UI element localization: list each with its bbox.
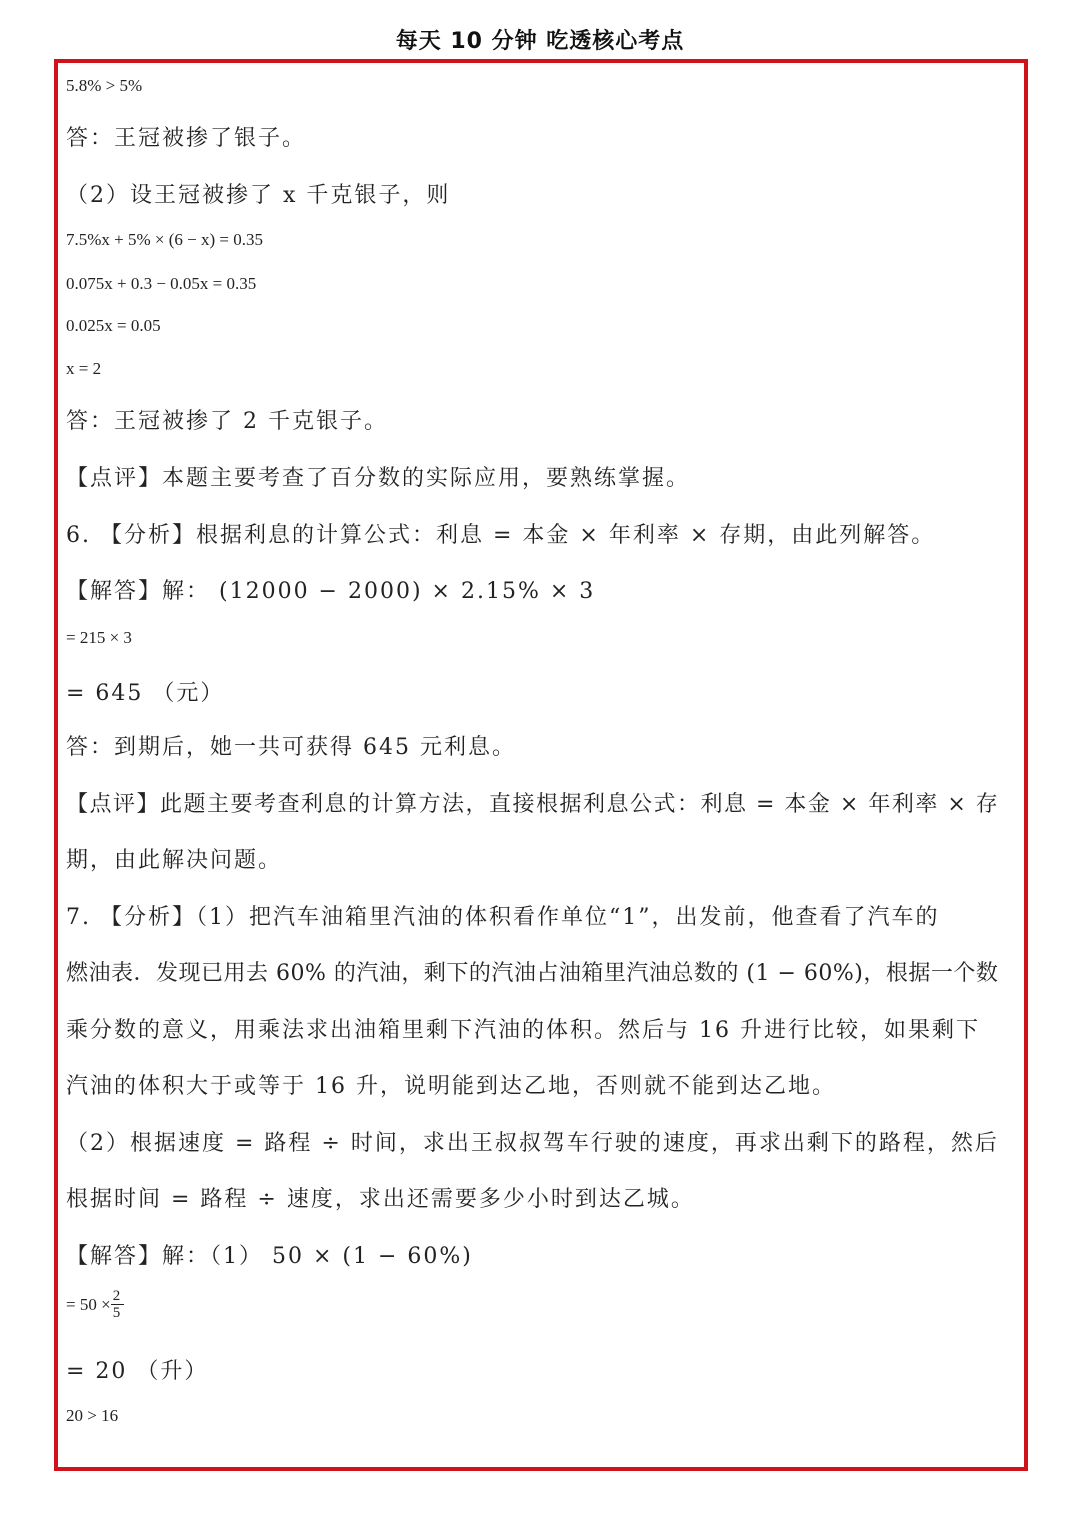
page-header-title: 每天 10 分钟 吃透核心考点 (395, 29, 685, 54)
text-line: 乘分数的意义，用乘法求出油箱里剩下汽油的体积。然后与 16 升进行比较，如果剩下 (66, 1018, 980, 1043)
math-line: 7.5%x + 5% × (6 − x) = 0.35 (66, 230, 263, 249)
text-line: 7. 【分析】（1）把汽车油箱里汽油的体积看作单位“1”，出发前，他查看了汽车的 (66, 905, 940, 930)
text-line: （2）设王冠被掺了 x 千克银子，则 (66, 183, 451, 208)
math-line: x = 2 (66, 359, 102, 378)
text-line: 答：到期后，她一共可获得 645 元利息。 (66, 735, 516, 760)
fraction-numerator: 2 (112, 1288, 123, 1304)
math-prefix: = 50 × (66, 1294, 111, 1314)
text-line: 【解答】解：（1） 50 × (1 − 60%) (66, 1244, 473, 1269)
text-line: 6. 【分析】根据利息的计算公式：利息 = 本金 × 年利率 × 存期，由此列解答。 (66, 523, 936, 548)
math-line: 0.025x = 0.05 (66, 316, 161, 335)
text-line: （2）根据速度 = 路程 ÷ 时间，求出王叔叔驾车行驶的速度，再求出剩下的路程，然后 (66, 1131, 999, 1156)
math-line: 20 > 16 (66, 1406, 119, 1425)
text-line: 根据时间 = 路程 ÷ 速度，求出还需要多少小时到达乙城。 (66, 1187, 695, 1212)
text-line: 【点评】本题主要考查了百分数的实际应用，要熟练掌握。 (66, 466, 691, 491)
fraction-line (66, 1288, 124, 1321)
text-line: = 20 （升） (66, 1359, 209, 1384)
text-line: 汽油的体积大于或等于 16 升，说明能到达乙地，否则就不能到达乙地。 (66, 1074, 836, 1099)
math-line: = 215 × 3 (66, 628, 132, 647)
fraction (111, 1288, 125, 1321)
text-line: 5.8% > 5% (66, 76, 143, 95)
text-line: 答：王冠被掺了银子。 (66, 126, 307, 151)
text-line: 答：王冠被掺了 2 千克银子。 (66, 409, 388, 434)
text-line: 【点评】此题主要考查利息的计算方法，直接根据利息公式：利息 = 本金 × 年利率 × 存 (66, 792, 1000, 817)
text-line: 【解答】解： (12000 − 2000) × 2.15% × 3 (66, 579, 596, 604)
fraction-denominator: 5 (112, 1305, 123, 1321)
text-line: 燃油表．发现已用去 60% 的汽油，剩下的汽油占油箱里汽油总数的 (1 − 60%)，根据一个数 (66, 961, 999, 986)
text-line: 期，由此解决问题。 (66, 848, 283, 873)
text-line: = 645 （元） (66, 681, 225, 706)
math-line: 0.075x + 0.3 − 0.05x = 0.35 (66, 274, 257, 293)
